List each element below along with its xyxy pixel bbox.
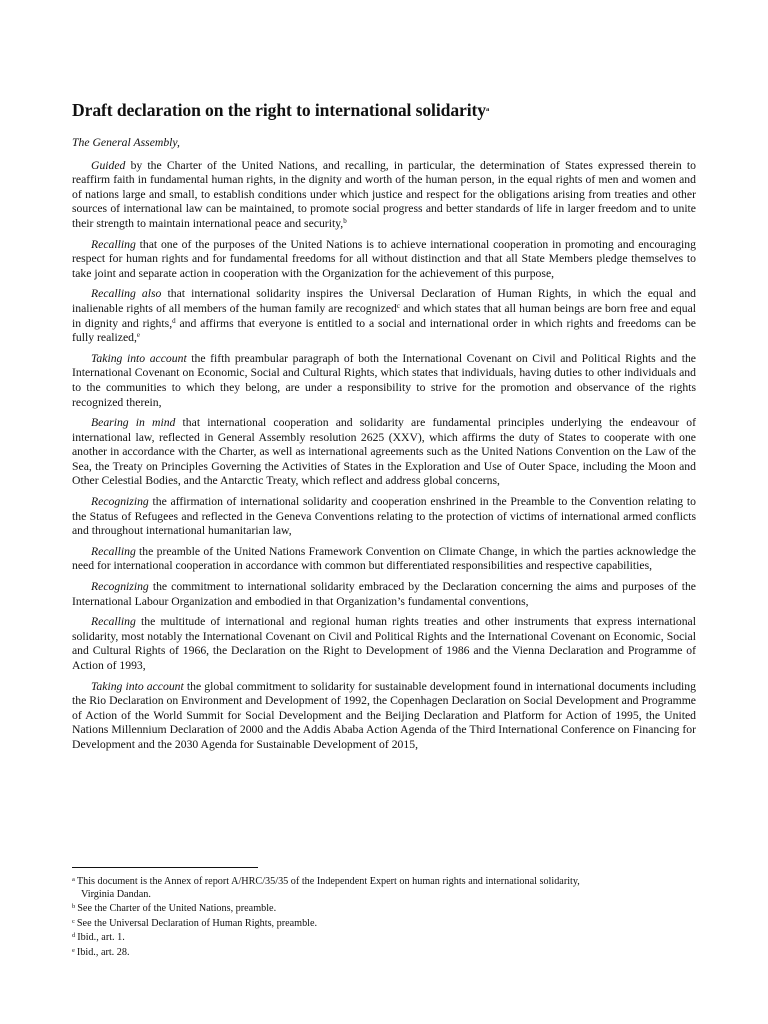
paragraph-guided	[72, 159, 696, 232]
footnote-a-continuation: Virginia Dandan.	[81, 888, 151, 900]
footnote-mark: d	[72, 932, 76, 940]
footnote-text: This document is the Annex of report A/HRC/35/35 of the Independent Expert on human rights and international solidarity,	[76, 876, 580, 887]
footnote-text: See the Universal Declaration of Human Rights, preamble.	[76, 917, 318, 929]
footnote-mark: e	[72, 946, 75, 954]
paragraph-recalling-climate	[72, 545, 696, 574]
footnotes	[72, 867, 696, 960]
title-footnote-ref[interactable]: a	[485, 106, 490, 113]
paragraph-lead: Recognizing	[91, 580, 149, 594]
paragraph-lead: Bearing in mind	[91, 416, 176, 430]
paragraph-text: by the Charter of the United Nations, and recalling, in particular, the determination of States expressed therein to reaffirm faith in fundamental human rights, in the dignity and worth of the human person, in the equal rights of men and women and of nations large and small, to establish conditions under which justice and respect for the obligations arising from treaties and other sources of international law can be maintained, to promote social progress and better standards of life in larger freedom and to unite their strength to maintain international peace and security,	[72, 158, 696, 230]
paragraph-recalling-purposes	[72, 238, 696, 282]
paragraph-text: and affirms that everyone is entitled to a social and international order in which rights and freedoms can be fully realized,	[72, 316, 696, 345]
general-assembly-heading: The General Assembly,	[72, 136, 180, 149]
footnote-b	[72, 901, 696, 916]
footnote-e	[72, 945, 696, 960]
paragraph-recalling-treaties	[72, 615, 696, 673]
paragraph-recognizing-ilo	[72, 580, 696, 609]
paragraph-lead: Guided	[91, 158, 126, 172]
paragraph-text: the multitude of international and regional human rights treaties and other instruments that express international solidarity, most notably the International Covenant on Civil and Political Rights and the International Covenant on Economic, Social and Cultural Rights of 1966, the Declaration on the Right to Development of 1986 and the Vienna Declaration and Programme of Action of 1993,	[72, 615, 696, 672]
paragraph-text: that international cooperation and solidarity are fundamental principles underlying the endeavour of international law, reflected in General Assembly resolution 2625 (XXV), which affirms the duty of States to cooperate with one another in accordance with the Charter, as well as international agreements such as the United Nations Convention on the Law of the Sea, the Treaty on Principles Governing the Activities of States in the Exploration and Use of Outer Space, including the Moon and Other Celestial Bodies, and the Antarctic Treaty, which reflect and address global concerns,	[72, 416, 696, 488]
paragraph-text: the affirmation of international solidarity and cooperation enshrined in the Preamble to the Convention relating to the Status of Refugees and reflected in the Geneva Conventions relating to the protection of victims of international armed conflicts and throughout international humanitarian law,	[72, 495, 696, 538]
paragraph-text: the commitment to international solidarity embraced by the Declaration concerning the aims and purposes of the International Labour Organization and embodied in that Organization’s fundamental conventions,	[72, 580, 696, 608]
paragraph-recognizing-refugees	[72, 495, 696, 539]
footnote-ref[interactable]: e	[136, 331, 141, 340]
paragraph-recalling-also	[72, 287, 696, 345]
footnote-ref[interactable]: d	[172, 316, 176, 325]
footnote-mark: c	[72, 917, 75, 925]
footnote-c	[72, 916, 696, 931]
paragraph-lead: Taking into account	[91, 679, 184, 693]
paragraph-text: the preamble of the United Nations Framework Convention on Climate Change, in which the parties acknowledge the need for international cooperation in accordance with common but differentiated responsibilities and respective capabilities,	[72, 544, 696, 573]
paragraph-lead: Taking into account	[91, 351, 187, 365]
paragraph-lead: Recalling	[91, 544, 136, 558]
footnote-mark: a	[72, 876, 75, 883]
paragraph-text: the fifth preambular paragraph of both the International Covenant on Civil and Political Rights and the International Covenant on Economic, Social and Cultural Rights, which states that individuals, having duties to other individuals and to the communities to which they belong, are under a responsibility to strive for the promotion and observance of the rights recognized therein,	[72, 351, 696, 409]
footnote-a	[72, 874, 696, 889]
paragraph-lead: Recalling	[91, 237, 136, 251]
paragraph-text: the global commitment to solidarity for sustainable development found in international documents including the Rio Declaration on Environment and Development of 1992, the Copenhagen Declaration on Social Development and Programme of Action of the World Summit for Social Development and the Beijing Declaration and Platform for Action of 1995, the United Nations Millennium Declaration of 2000 and the Addis Ababa Action Agenda of the Third International Conference on Financing for Development and the 2030 Agenda for Sustainable Development of 2015,	[72, 679, 696, 751]
paragraph-taking-into-account-covenants	[72, 352, 696, 410]
paragraph-lead: Recalling also	[91, 287, 162, 301]
paragraph-taking-into-account-sustainable	[72, 680, 696, 753]
document-title	[72, 98, 696, 122]
footnote-text: See the Charter of the United Nations, preamble.	[77, 903, 277, 915]
paragraph-lead: Recognizing	[91, 495, 149, 509]
document-body	[72, 98, 696, 759]
footnote-text: Ibid., art. 1.	[77, 932, 125, 944]
paragraph-bearing-in-mind	[72, 416, 696, 489]
footnote-d	[72, 930, 696, 945]
footnote-text: Ibid., art. 28.	[76, 946, 130, 958]
footnote-divider	[72, 867, 258, 868]
footnote-mark: b	[72, 903, 76, 911]
footnote-ref[interactable]: b	[343, 216, 347, 225]
footnote-ref[interactable]: c	[396, 301, 400, 310]
title-text: Draft declaration on the right to international solidarity	[72, 100, 486, 120]
paragraph-text: and which states that all human beings are born free and equal in dignity and rights,	[72, 301, 697, 330]
paragraph-lead: Recalling	[91, 615, 136, 629]
paragraph-text: that one of the purposes of the United Nations is to achieve international cooperation in promoting and encouraging respect for human rights and for fundamental freedoms for all without distinction and that all State Members pledge themselves to take joint and separate action in cooperation with the Organization for the achievement of this purpose,	[72, 237, 696, 280]
paragraph-text: that international solidarity inspires the Universal Declaration of Human Rights, in which the equal and inalienable rights of all members of the human family are recognized	[72, 287, 697, 315]
